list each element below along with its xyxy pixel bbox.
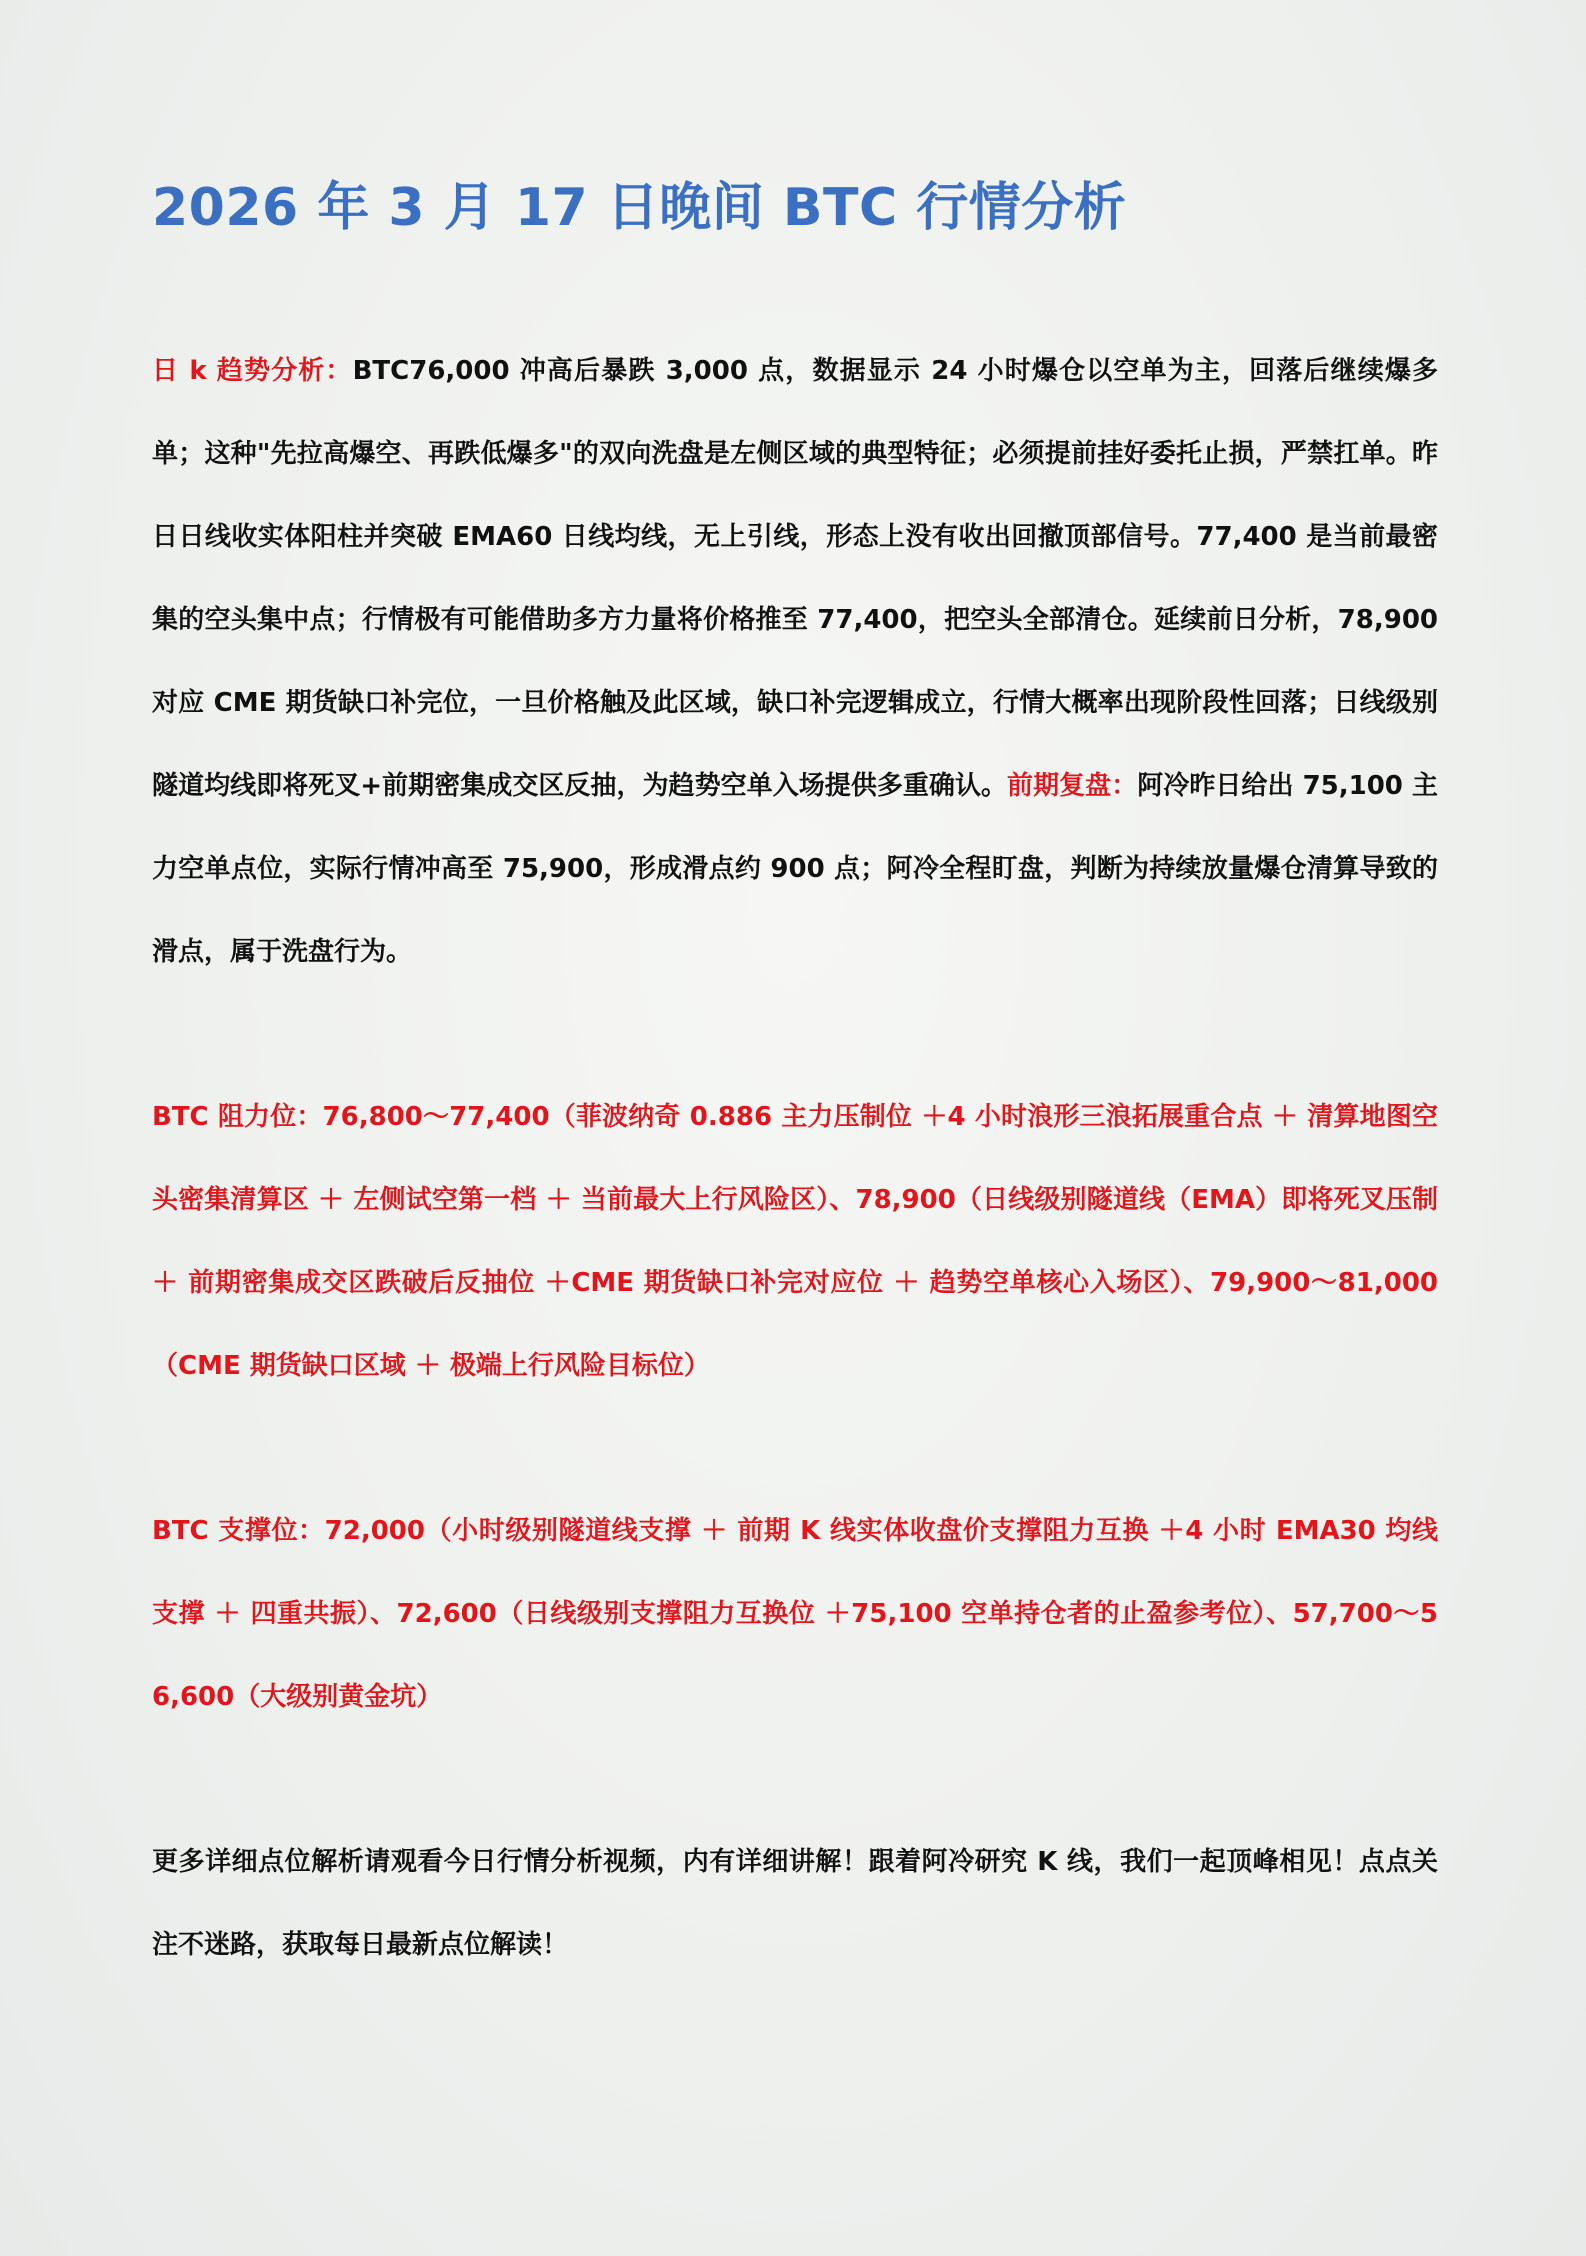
daily-trend-label: 日 k 趋势分析： bbox=[152, 356, 353, 386]
daily-trend-text: BTC76,000 冲高后暴跌 3,000 点，数据显示 24 小时爆仓以空单为主，回落后继续爆多单；这种"先拉高爆空、再跌低爆多"的双向洗盘是左侧区域的典型特征；必须提前挂好委托止损，严禁扛单。昨日日线收实体阳柱并突破 EMA60 日线均线，无上引线，形态上没有收出回撤顶部信号。77,400 是当前最密集的空头集中点；行情极有可能借助多方力量将价格推至 77,400，把空头全部清仓。延续前日分析，78,900 对应 CME 期货缺口补完位，一旦价格触及此区域，缺口补完逻辑成立，行情大概率出现阶段性回落；日线级别隧道均线即将死叉+前期密集成交区反抽，为趋势空单入场提供多重确认。 bbox=[152, 356, 1438, 801]
support-levels: BTC 支撑位：72,000（小时级别隧道线支撑 ＋ 前期 K 线实体收盘价支撑阻力互换 ＋4 小时 EMA30 均线支撑 ＋ 四重共振）、72,600（日线级别支撑阻力互换位 ＋75,100 空单持仓者的止盈参考位）、57,700～56,600（大级别黄金坑） bbox=[152, 1516, 1438, 1712]
resistance-levels: BTC 阻力位：76,800～77,400（菲波纳奇 0.886 主力压制位 ＋4 小时浪形三浪拓展重合点 ＋ 清算地图空头密集清算区 ＋ 左侧试空第一档 ＋ 当前最大上行风险区）、78,900（日线级别隧道线（EMA）即将死叉压制 ＋ 前期密集成交区跌破后反抽位 ＋CME 期货缺口补完对应位 ＋ 趋势空单核心入场区）、79,900～81,000（CME 期货缺口区域 ＋ 极端上行风险目标位） bbox=[152, 1102, 1438, 1381]
analysis-paragraph bbox=[152, 330, 1438, 994]
review-text: 阿冷昨日给出 75,100 主力空单点位，实际行情冲高至 75,900，形成滑点约 900 点；阿冷全程盯盘，判断为持续放量爆仓清算导致的滑点，属于洗盘行为。 bbox=[152, 771, 1438, 967]
closing-note: 更多详细点位解析请观看今日行情分析视频，内有详细讲解！跟着阿冷研究 K 线，我们一起顶峰相见！点点关注不迷路，获取每日最新点位解读！ bbox=[152, 1847, 1438, 1960]
document-page bbox=[152, 168, 1438, 1987]
review-label: 前期复盘： bbox=[1007, 771, 1138, 801]
document-title: 2026 年 3 月 17 日晚间 BTC 行情分析 bbox=[152, 178, 1127, 238]
